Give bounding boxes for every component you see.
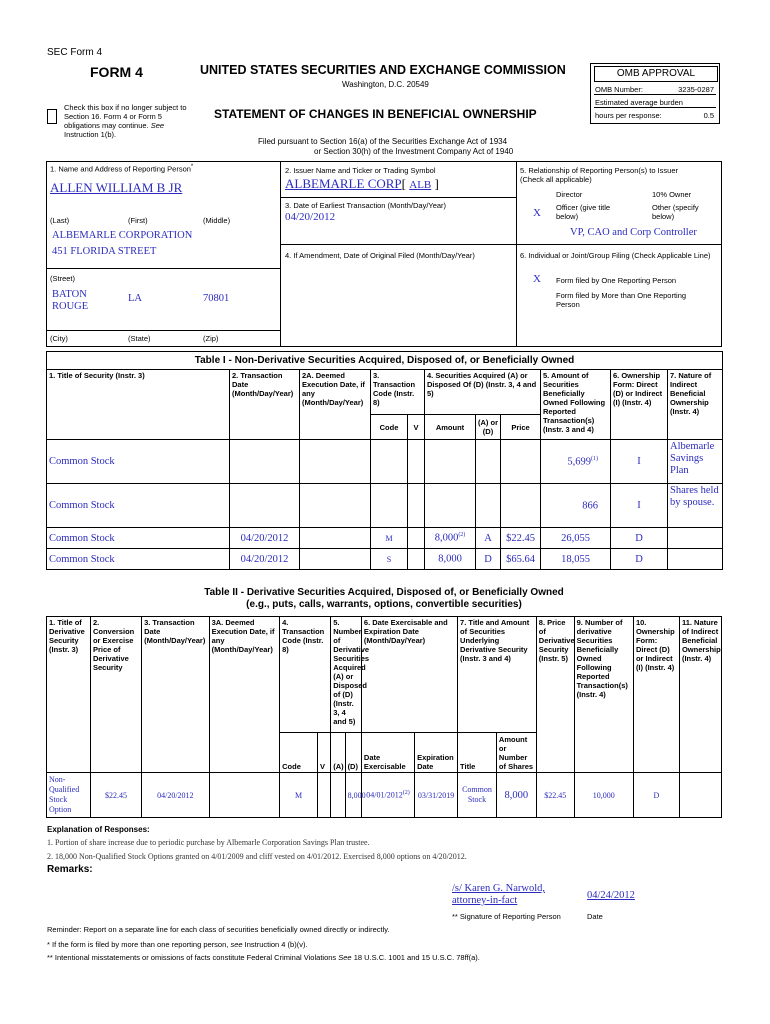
table-row: Common Stock 5,699$^{(1)}$ I Albemarle Savings Plan (47, 440, 723, 484)
t2-sub-amount-shares: Amount or Number of Shares (496, 733, 536, 773)
box4-label: 4. If Amendment, Date of Original Filed (Month/Day/Year) (285, 251, 475, 260)
ten-percent-owner-option: 10% Owner (652, 190, 692, 199)
t2-h-code: 4. Transaction Code (Instr. 8) (280, 617, 331, 733)
form-number: FORM 4 (90, 64, 143, 80)
t1-h-ownership-form: 6. Ownership Form: Direct (D) or Indirect (I) (Instr. 4) (611, 370, 668, 440)
signature-label: ** Signature of Reporting Person (452, 912, 561, 921)
t1-sub-price: Price (501, 415, 541, 440)
t1-sub-amount: Amount (425, 415, 476, 440)
note-multiple-persons: * If the form is filed by more than one reporting person, see Instruction 4 (b)(v). (47, 940, 308, 949)
earliest-transaction-date: 04/20/2012 (285, 211, 336, 223)
zip-value: 70801 (203, 293, 230, 304)
filed-pursuant-line2: or Section 30(h) of the Investment Company Act of 1940 (314, 147, 514, 156)
t1-h-deemed: 2A. Deemed Execution Date, if any (Month/Day/Year) (300, 370, 371, 440)
t1-sub-v: V (408, 415, 425, 440)
other-option: Other (specify below) (652, 203, 699, 221)
signature: /s/ Karen G. Narwold, attorney-in-fact (452, 883, 546, 906)
box5-label: 5. Relationship of Reporting Person(s) to Issuer (Check all applicable) (520, 166, 678, 184)
t2-sub-date-exercisable: Date Exercisable (361, 733, 414, 773)
date-label: Date (587, 912, 603, 921)
t2-sub-title: Title (458, 733, 497, 773)
director-option: Director (556, 190, 583, 199)
t2-h-exercisable: 6. Date Exercisable and Expiration Date (Month/Day/Year) (361, 617, 457, 733)
t2-sub-a: (A) (331, 733, 345, 773)
t1-sub-ad: (A) or (D) (476, 415, 501, 440)
table1-title: Table I - Non-Derivative Securities Acquired, Disposed of, or Beneficially Owned (47, 352, 723, 370)
t1-h-date: 2. Transaction Date (Month/Day/Year) (230, 370, 300, 440)
t1-h-amount-owned: 5. Amount of Securities Beneficially Owned Following Reported Transaction(s) (Instr. 3 and 4) (541, 370, 611, 440)
box2-label: 2. Issuer Name and Ticker or Trading Symbol (285, 166, 436, 175)
t2-h-price: 8. Price of Derivative Security (Instr. 5) (536, 617, 574, 773)
more-persons-option: Form filed by More than One Reporting Person (556, 291, 687, 309)
t1-h-code: 3. Transaction Code (Instr. 8) (371, 370, 425, 415)
t2-h-ownership-form: 10. Ownership Form: Direct (D) or Indirect (I) (Instr. 4) (633, 617, 679, 773)
t1-h-title: 1. Title of Security (Instr. 3) (47, 370, 230, 440)
officer-check-mark[interactable]: X (533, 207, 541, 219)
table2-title: Table II - Derivative Securities Acquired, Disposed of, or Beneficially Owned (e.g., puts, calls, warrants, options, convertible securities) (204, 587, 564, 610)
no-longer-subject-checkbox[interactable] (47, 109, 57, 124)
one-person-check-mark[interactable]: X (533, 273, 541, 285)
t1-h-nature: 7. Nature of Indirect Beneficial Ownership (Instr. 4) (668, 370, 723, 440)
officer-option: Officer (give title below) (556, 203, 611, 221)
first-label: (First) (128, 216, 148, 225)
signature-date: 04/24/2012 (587, 890, 635, 901)
t2-sub-code: Code (280, 733, 318, 773)
state-label: (State) (128, 334, 151, 343)
footnote-1: 1. Portion of share increase due to periodic purchase by Albemarle Corporation Savings Plan trustee. (47, 838, 370, 847)
t2-sub-v: V (317, 733, 330, 773)
reminder-text: Reminder: Report on a separate line for each class of securities beneficially owned directly or indirectly. (47, 925, 390, 934)
street-label: (Street) (50, 274, 76, 283)
note-misstatements: ** Intentional misstatements or omissions of facts constitute Federal Criminal Violations See 18 U.S.C. 1001 and 15 U.S.C. 78ff(a). (47, 953, 480, 962)
reporting-person-name[interactable]: ALLEN WILLIAM B JR (50, 180, 183, 195)
table-row: Common Stock 866 I Shares held by spouse. (47, 484, 723, 528)
t2-h-number: 5. Number of Derivative Securities Acquired (A) or Disposed of (D) (Instr. 3, 4 and 5) (331, 617, 362, 733)
omb-number-value: 3235-0287 (678, 85, 714, 94)
state-value: LA (128, 293, 142, 304)
city-value: BATON ROUGE (52, 289, 89, 312)
one-person-option: Form filed by One Reporting Person (556, 276, 677, 285)
omb-hours-label: hours per response: (595, 111, 662, 120)
t2-h-title: 1. Title of Derivative Security (Instr. 3) (47, 617, 91, 773)
zip-label: (Zip) (203, 334, 219, 343)
omb-burden-label: Estimated average burden (595, 98, 683, 107)
middle-label: (Middle) (203, 216, 231, 225)
table-row: Common Stock 04/20/2012 S 8,000 D $65.64 18,055 D (47, 549, 723, 570)
footnote-2: 2. 18,000 Non-Qualified Stock Options granted on 4/01/2009 and cliff vested on 4/01/2012. Exercised 8,000 options on 4/20/2012. (47, 852, 467, 861)
t2-sub-expiration: Expiration Date (415, 733, 458, 773)
t1-sub-code: Code (371, 415, 408, 440)
address-line2: 451 FLORIDA STREET (52, 246, 157, 257)
filed-pursuant-line1: Filed pursuant to Section 16(a) of the Securities Exchange Act of 1934 (258, 137, 508, 146)
t2-h-nature: 11. Nature of Indirect Beneficial Ownership (Instr. 4) (679, 617, 721, 773)
last-label: (Last) (50, 216, 70, 225)
officer-title: VP, CAO and Corp Controller (570, 227, 697, 238)
commission-title: UNITED STATES SECURITIES AND EXCHANGE COMMISSION (200, 63, 566, 77)
t2-sub-d: (D) (345, 733, 361, 773)
address-line1: ALBEMARLE CORPORATION (52, 230, 193, 241)
t2-h-conversion: 2. Conversion or Exercise Price of Derivative Security (90, 617, 141, 773)
omb-approval-box (590, 63, 720, 124)
issuer-name[interactable]: ALBEMARLE CORP[ ALB ] (285, 176, 439, 191)
commission-location: Washington, D.C. 20549 (342, 80, 429, 89)
checkbox-instructions: Check this box if no longer subject to Section 16. Form 4 or Form 5 obligations may continue. See Instruction 1(b). (64, 103, 187, 139)
table-derivative (46, 616, 722, 818)
t2-h-date: 3. Transaction Date (Month/Day/Year) (142, 617, 209, 773)
explanation-title: Explanation of Responses: (47, 825, 150, 834)
table-row: Common Stock 04/20/2012 M 8,000$^{(2)}$ A $22.45 26,055 D (47, 528, 723, 549)
table-row: Non-Qualified Stock Option $22.45 04/20/2012 M 8,000 04/01/2012$^{(2)}$ 03/31/2019 Common Stock 8,000 $22.45 10,000 D (47, 773, 722, 818)
t2-h-deemed: 3A. Deemed Execution Date, if any (Month/Day/Year) (209, 617, 280, 773)
city-label: (City) (50, 334, 68, 343)
remarks-title: Remarks: (47, 864, 93, 875)
omb-number-label: OMB Number: (595, 85, 643, 94)
t1-h-securities: 4. Securities Acquired (A) or Disposed Of (D) (Instr. 3, 4 and 5) (425, 370, 541, 415)
t2-h-underlying: 7. Title and Amount of Securities Underlying Derivative Security (Instr. 3 and 4) (458, 617, 537, 733)
t2-h-owned: 9. Number of derivative Securities Beneficially Owned Following Reported Transaction(s) (Instr. 4) (574, 617, 633, 773)
omb-hours-value: 0.5 (703, 111, 714, 120)
box6-label: 6. Individual or Joint/Group Filing (Check Applicable Line) (520, 251, 711, 260)
table-non-derivative (46, 351, 723, 570)
sec-form-label: SEC Form 4 (47, 47, 103, 58)
box1-label: 1. Name and Address of Reporting Person* (50, 164, 194, 174)
box3-label: 3. Date of Earliest Transaction (Month/Day/Year) (285, 201, 447, 210)
omb-title: OMB APPROVAL (594, 66, 718, 82)
statement-title: STATEMENT OF CHANGES IN BENEFICIAL OWNERSHIP (214, 107, 537, 121)
